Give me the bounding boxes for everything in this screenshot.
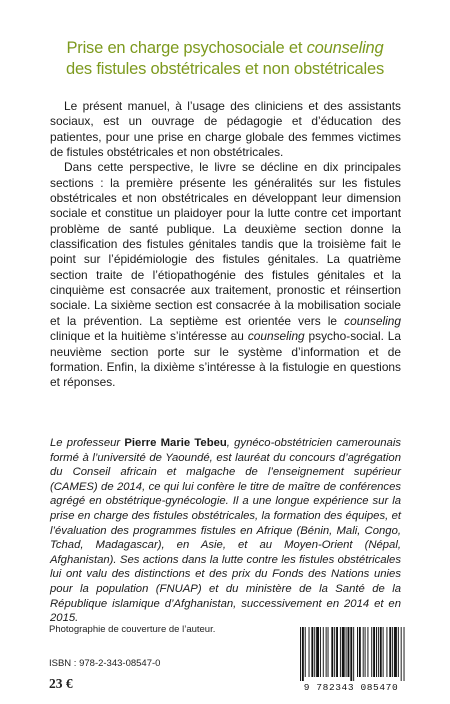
barcode-bar (302, 627, 304, 681)
barcode (292, 625, 410, 695)
barcode-bar (386, 627, 387, 677)
barcode-bar (357, 627, 358, 677)
barcode-bars-icon (292, 625, 410, 681)
barcode-bar (316, 627, 319, 677)
barcode-bar (378, 627, 379, 677)
barcode-bar (311, 627, 313, 677)
author-bio-paragraph: Le professeur Pierre Marie Tebeu, gynéco-obstétricien camerounais formé à l’université de Yaoundé, est lauréat du concours d’agrégation du Conseil africain et malgache de l’enseignement supérieur (CAMES) de 2014, ce qui lui confère le titre de maître de conférences agrégé en obstétrique-gynécologie. Il a une longue expérience sur la prise en charge des fistules obstétricales, la formation des équipes, et l’évaluation des programmes fistules en Afrique (Bénin, Mali, Congo, Tchad, Madagascar), en Asie, et au Moyen-Orient (Népal, Afghanistan). Ses actions dans la lutte contre les fistules obstétricales lui ont valu des distinctions et des prix du Fonds des Nations unies pour la population (FNUAP) et du ministère de la Santé de la République islamique d’Afghanistan, successivement en 2014 et en 2015. (50, 437, 401, 625)
barcode-bar (365, 627, 366, 677)
barcode-bar (326, 627, 327, 677)
barcode-bar (371, 627, 372, 677)
author-name: Pierre Marie Tebeu (124, 437, 227, 449)
barcode-bar (350, 627, 352, 681)
barcode-bar (340, 627, 341, 677)
barcode-bar (328, 627, 329, 677)
author-bio (50, 436, 401, 626)
barcode-bar (401, 627, 402, 681)
isbn: ISBN : 978-2-343-08547-0 (49, 658, 161, 669)
barcode-bar (383, 627, 384, 677)
barcode-bar (305, 627, 306, 677)
barcode-bar (314, 627, 315, 677)
barcode-bar (353, 627, 354, 681)
cover-photo-credit: Photographie de couverture de l’auteur. (49, 624, 216, 635)
barcode-bar (348, 627, 350, 677)
barcode-bar (380, 627, 382, 677)
barcode-bar (376, 627, 377, 677)
barcode-bar (392, 627, 393, 677)
barcode-digits: 9 782343 085470 (303, 682, 399, 693)
barcode-bar (323, 627, 324, 677)
barcode-bar (342, 627, 345, 677)
title-emphasis: counseling (306, 39, 384, 57)
barcode-bar (359, 627, 361, 677)
barcode-bar (346, 627, 347, 677)
title-line-1: Prise en charge psychosociale et counseling (66, 39, 384, 57)
barcode-bar (309, 627, 310, 677)
barcode-bar (404, 627, 405, 681)
barcode-bar (367, 627, 368, 677)
summary-paragraph-2: Dans cette perspective, le livre se décline en dix principales sections : la première présente les généralités sur les fistules obstétricales et non obstétricales en développant leur dimension sociale et constitue un plaidoyer pour la lutte contre cet important problème de santé publique. La deuxième section donne la classification des fistules génitales tandis que la troisième fait le point sur l’épidémiologie des fistules génitales. La quatrième section traite de l’étiopathogénie des fistules génitales et la cinquième est consacrée aux traitement, pronostic et réinsertion sociale. La sixième section est consacrée à la mobilisation sociale et la prévention. La septième est orientée vers le counseling clinique et la huitième s’intéresse au counseling psycho-social. La neuvième section porte sur le système d’information et de formation. Enfin, la dixième s’intéresse à la fistulogie en questions et réponses. (50, 160, 402, 390)
barcode-bar (373, 627, 375, 677)
barcode-bar (389, 627, 391, 677)
book-title (40, 38, 410, 80)
barcode-bar (334, 627, 335, 677)
barcode-bar (320, 627, 321, 677)
barcode-bar (398, 627, 399, 677)
price: 23 € (49, 676, 73, 691)
barcode-bar (331, 627, 333, 677)
summary-text (50, 99, 401, 391)
barcode-bar (363, 627, 364, 677)
summary-paragraph-1: Le présent manuel, à l’usage des cliniciens et des assistants sociaux, est un ouvrage de pédagogie et d’éducation des patientes, pour une prise en charge globale des femmes victimes de fistules obstétricales et non obstétricales. (50, 99, 401, 160)
barcode-bar (300, 627, 301, 681)
title-line-2: des fistules obstétricales et non obstétricales (65, 60, 385, 78)
barcode-bar (336, 627, 338, 677)
barcode-bar (394, 627, 397, 677)
